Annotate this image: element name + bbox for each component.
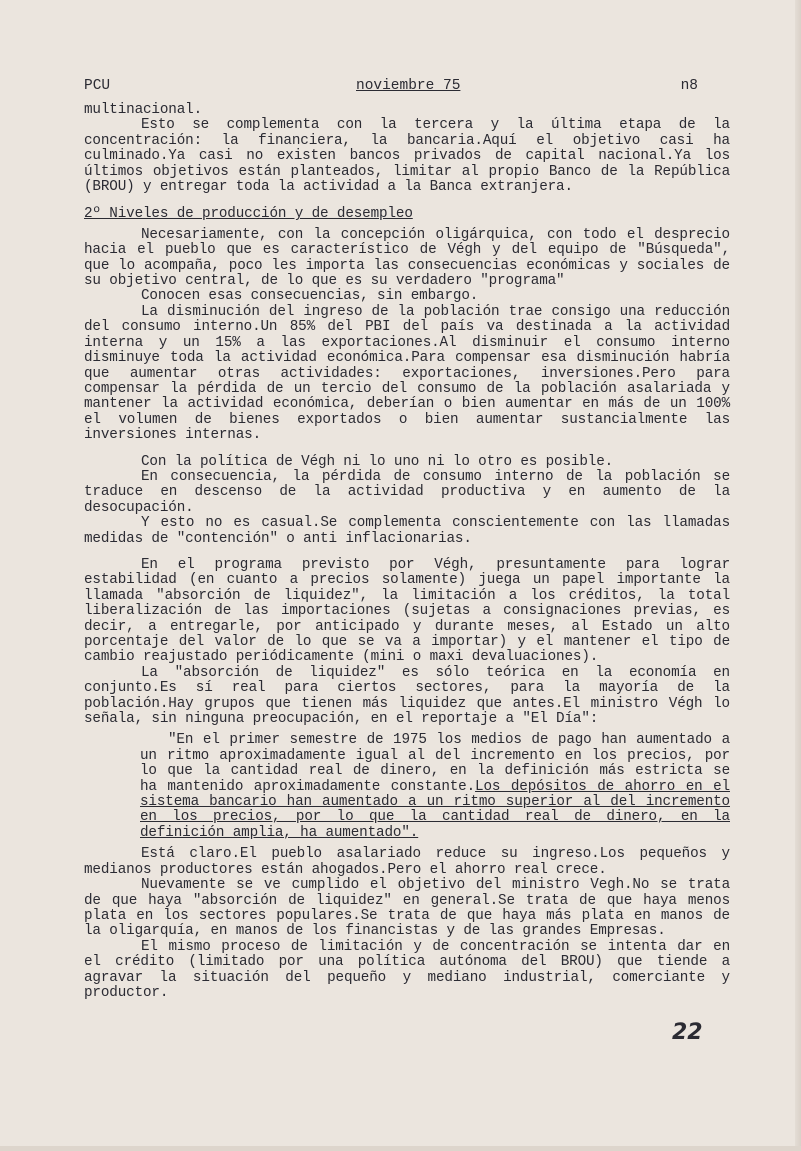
- article-body: [84, 103, 730, 1001]
- paper-bottom-edge: [0, 1146, 801, 1151]
- quoted-excerpt: [140, 733, 730, 841]
- paragraph: Nuevamente se ve cumplido el objetivo del ministro Vegh.No se trata de que haya "absorción de liquidez" en general.Se trata de que haya menos plata en los sectores populares.Se trata de que haya más plata en manos de la oligarquía, en manos de los financistas y de las grandes Empresas.: [84, 877, 730, 940]
- paragraph: Y esto no es casual.Se complementa conscientemente con las llamadas medidas de "contención" o anti inflacionarias.: [84, 515, 730, 547]
- paragraph: En el programa previsto por Végh, presuntamente para lograr estabilidad (en cuanto a precios solamente) juega un papel importante la llamada "absorción de liquidez", la limitación a los créditos, la total liberalización de las importaciones (sujetas a consignaciones previas, es decir, a entregarle, por anticipado y durante meses, al Estado un alto porcentaje del valor de lo que se va a importar) y el mantener el tipo de cambio reajustado periódicamente (mini o maxi devaluaciones).: [84, 556, 730, 666]
- header-issue-number: n8: [680, 78, 698, 94]
- paragraph: La disminución del ingreso de la población trae consigo una reducción del consumo interno.Un 85% del PBI del país va destinada a la actividad interna y un 15% a las exportaciones.Al disminuir el consumo interno disminuye toda la actividad económica.Para compensar esa disminución habría que aumentar otras actividades: exportaciones, inversiones.Pero para compensar la pérdida de un tercio del consumo de la población asalariada y mantener la actividad económica, deberían o bien aumentar en más de un 100% el volumen de bienes exportados o bien aumentar sustancialmente las inversiones internas.: [84, 303, 730, 444]
- paragraph: Necesariamente, con la concepción oligárquica, con todo el desprecio hacia el pueblo que es característico de Végh y del equipo de "Búsqueda", que lo acompaña, poco les importa las consecuencias económicas y sociales de su objetivo central, de lo que es su verdadero "programa": [84, 226, 730, 290]
- paragraph: Esto se complementa con la tercera y la última etapa de la concentración: la financiera, la bancaria.Aquí el objetivo casi ha culminado.Ya casi no existen bancos privados de capital nacional.Ya los últimos objetivos están planteados, limitar al propio Banco de la República (BROU) y entregar toda la actividad a la Banca extranjera.: [84, 117, 730, 196]
- quote-underlined-text: Los depósitos de ahorro en el sistema bancario han aumentado a un ritmo superior al del incremento en los precios, por lo que la cantidad real de dinero, en la definición amplia, ha aumentado".: [140, 778, 730, 841]
- paragraph: multinacional.: [84, 102, 203, 118]
- header-date: noviembre 75: [356, 78, 461, 94]
- paragraph: Con la política de Végh ni lo uno ni lo otro es posible.: [141, 453, 614, 470]
- paragraph: Conocen esas consecuencias, sin embargo.: [141, 288, 479, 305]
- quote-text: "En el primer semestre de 1975 los medios de pago han aumentado a un ritmo aproximadamente igual al del incremento en los precios, por lo que la cantidad real de dinero, en la definición más estricta se ha mantenido aproximadamente constante.: [140, 732, 730, 795]
- page-header: [84, 78, 698, 98]
- paragraph: El mismo proceso de limitación y de concentración se intenta dar en el crédito (limitado por una política autónoma del BROU) que tiende a agravar la situación del pequeño y mediano industrial, comerciante y productor.: [84, 938, 730, 1001]
- paragraph: En consecuencia, la pérdida de consumo interno de la población se traduce en descenso de la actividad productiva y en aumento de la desocupación.: [84, 468, 730, 516]
- paragraph: La "absorción de liquidez" es sólo teórica en la economía en conjunto.Es sí real para ciertos sectores, para la mayoría de la población.Hay grupos que tienen más liquidez que antes.El ministro Végh lo señala, sin ninguna preocupación, en el reportaje a "El Día":: [84, 664, 730, 728]
- paper-edge: [795, 0, 801, 1151]
- paragraph: Está claro.El pueblo asalariado reduce su ingreso.Los pequeños y medianos productores están ahogados.Pero el ahorro real crece.: [84, 846, 730, 878]
- header-publication: PCU: [84, 78, 111, 94]
- section-heading: 2º Niveles de producción y de desempleo: [84, 206, 413, 223]
- page-number: 22: [672, 1020, 703, 1045]
